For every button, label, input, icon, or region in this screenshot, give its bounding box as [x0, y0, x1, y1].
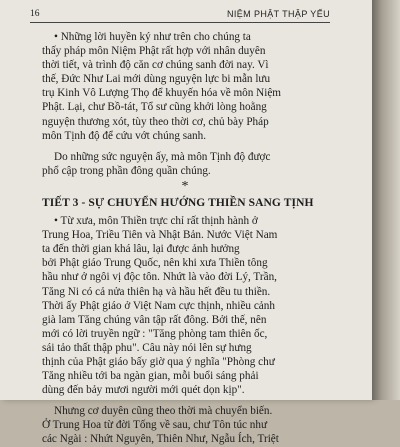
text-line: Tăng nhiều tới ba ngàn gian, mỗi buổi sáng phải [42, 370, 259, 383]
text-line: • Từ xưa, môn Thiền trực chỉ rất thịnh hành ở [54, 215, 258, 228]
text-line: thịnh của Phật giáo bấy giờ qua ý nghĩa "Phòng chư [42, 355, 275, 368]
text-line: thấy pháp môn Niệm Phật rất hợp với nhân duyên [42, 45, 266, 58]
text-line: hầu như ở ngôi vị độc tôn. Nhứt là vào đời Lý, Trần, [42, 271, 277, 284]
text-line: Ở Trung Hoa từ đời Tống về sau, chư Tôn túc như [42, 419, 268, 432]
running-title: NIỆM PHẬT THẬP YẾU [226, 9, 330, 19]
paragraph-1 [42, 30, 328, 143]
text-line: phổ cập trong phần đông quần chúng. [42, 164, 211, 177]
body-text [42, 30, 328, 447]
page-number: 16 [30, 9, 40, 19]
text-line: Phật. Lại, chư Bồ-tát, Tổ sư cũng khởi lòng hoằng [42, 101, 267, 114]
text-line: thời tiết, và trình độ căn cơ chúng sanh đời nay. Vì [42, 59, 269, 72]
text-line: già lam Tăng chúng vân tập rất đông. Bởi thế, nên [42, 313, 267, 326]
text-line: thế, Đức Như Lai mới dùng nguyện lực bi mẫn lưu [42, 73, 271, 86]
paragraph-4 [42, 404, 328, 446]
text-line: bởi Phật giáo Trung Quốc, nên khi xưa Thiền tông [42, 257, 268, 270]
text-line: trụ Kinh Vô Lượng Thọ để khuyến hóa về môn Niệm [42, 87, 282, 100]
text-line: Trung Hoa, Triều Tiên và Nhật Bản. Nước Việt Nam [42, 229, 278, 242]
section-divider: * [181, 178, 189, 194]
page-header [30, 8, 330, 23]
text-line: ta đến thời gian khá lâu, lại được ảnh hưởng [42, 243, 240, 256]
text-line: dùng đến bảy mươi người mới quét dọn kịp". [42, 384, 245, 397]
text-line: • Những lời huyền ký như trên cho chúng ta [54, 31, 251, 43]
text-line: Do những sức nguyện ấy, mà môn Tịnh độ được [54, 150, 271, 163]
text-line: các Ngài : Nhứt Nguyên, Thiên Như, Ngẫu Ích, Triệt [42, 433, 279, 446]
paragraph-3 [42, 214, 328, 397]
text-line: sái tảo thất thập phu". Câu này nói lên sự hưng [42, 341, 252, 354]
paragraph-2 [42, 150, 328, 178]
text-line: Tăng Ni có cả nửa thiên hạ và hầu hết đều tu thiền. [42, 285, 271, 298]
section-title: TIẾT 3 - SỰ CHUYỂN HƯỚNG THIỀN SANG TỊNH [42, 196, 314, 209]
text-line: mới có lời truyền ngữ : "Tăng phòng tam thiên ốc, [42, 327, 268, 340]
text-line: Thời ấy Phật giáo ở Việt Nam cực thịnh, nhiều cảnh [42, 299, 275, 312]
text-line: môn Tịnh độ để cứu vớt chúng sanh. [42, 129, 207, 142]
text-line: nguyện thương xót, tùy theo thời cơ, chủ bày Pháp [42, 115, 269, 128]
text-line: Nhưng cơ duyên cũng theo thời mà chuyển biến. [54, 405, 273, 418]
adjacent-page-edge [372, 0, 400, 400]
